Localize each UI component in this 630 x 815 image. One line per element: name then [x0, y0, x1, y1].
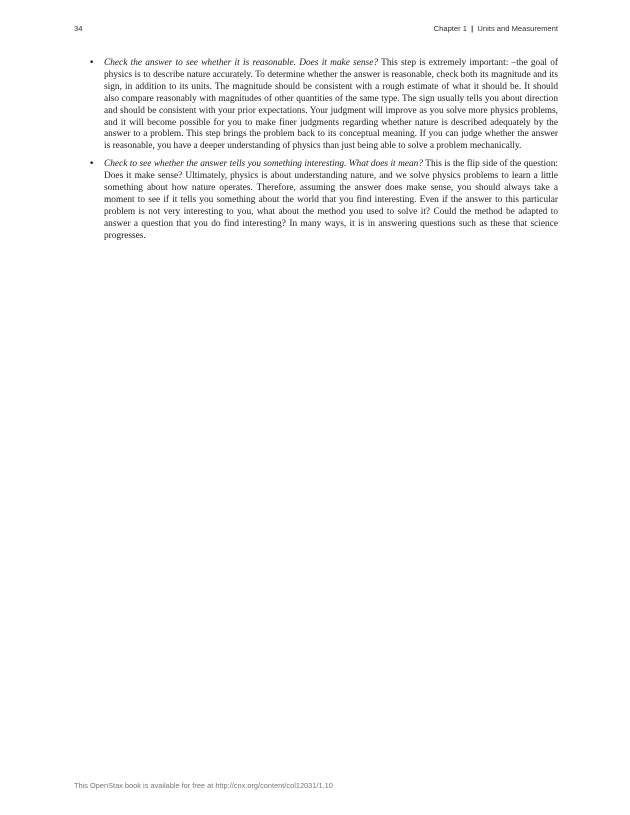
bullet-icon: •: [89, 58, 95, 68]
bullet-body: This step is extremely important: –the goal of physics is to describe nature accurately. To determine whether the answer is reasonable, check both its magnitude and its sign, in addition to its units. The magnitude should be consistent with a rough estimate of what it should be. It should also compare reasonably with magnitudes of other quantities of the same type. The sign usually tells you about direction and should be consistent with your prior expectations. Your judgment will improve as you solve more physics problems, and it will become possible for you to make finer judgments regarding whether nature is described adequately by the answer to a problem. This step brings the problem back to its conceptual meaning. If you can judge whether the answer is reasonable, you have a deeper understanding of physics than just being able to solve a problem mechanically.: [104, 58, 558, 152]
bullet-list: [88, 58, 558, 243]
list-item: [88, 159, 558, 242]
header-separator: |: [471, 24, 474, 33]
page-header: [74, 24, 558, 38]
list-item: [88, 58, 558, 153]
bullet-icon: •: [89, 159, 95, 170]
bullet-lead: Check to see whether the answer tells you something interesting. What does it mean?: [104, 159, 423, 170]
running-head: [434, 24, 558, 33]
chapter-label: Chapter 1: [433, 24, 467, 33]
page-number: 34: [74, 24, 83, 33]
chapter-title: Units and Measurement: [477, 24, 558, 33]
main-content: [88, 58, 558, 249]
bullet-body: This is the flip side of the question: Does it make sense? Ultimately, physics is about understanding nature, and we solve physics problems to learn a little something about how nature operates. Therefore, assuming the answer does make sense, you should always take a moment to see if it tells you something about the world that you find interesting. Even if the answer to this particular problem is not very interesting to you, what about the method you used to solve it? Could the method be adapted to answer a question that you do find interesting? In many ways, it is in answering questions such as these that science progresses.: [104, 159, 558, 241]
bullet-lead: Check the answer to see whether it is reasonable. Does it make sense?: [104, 58, 379, 68]
page-footer: This OpenStax book is available for free at http://cnx.org/content/col12031/1.10: [74, 781, 333, 790]
